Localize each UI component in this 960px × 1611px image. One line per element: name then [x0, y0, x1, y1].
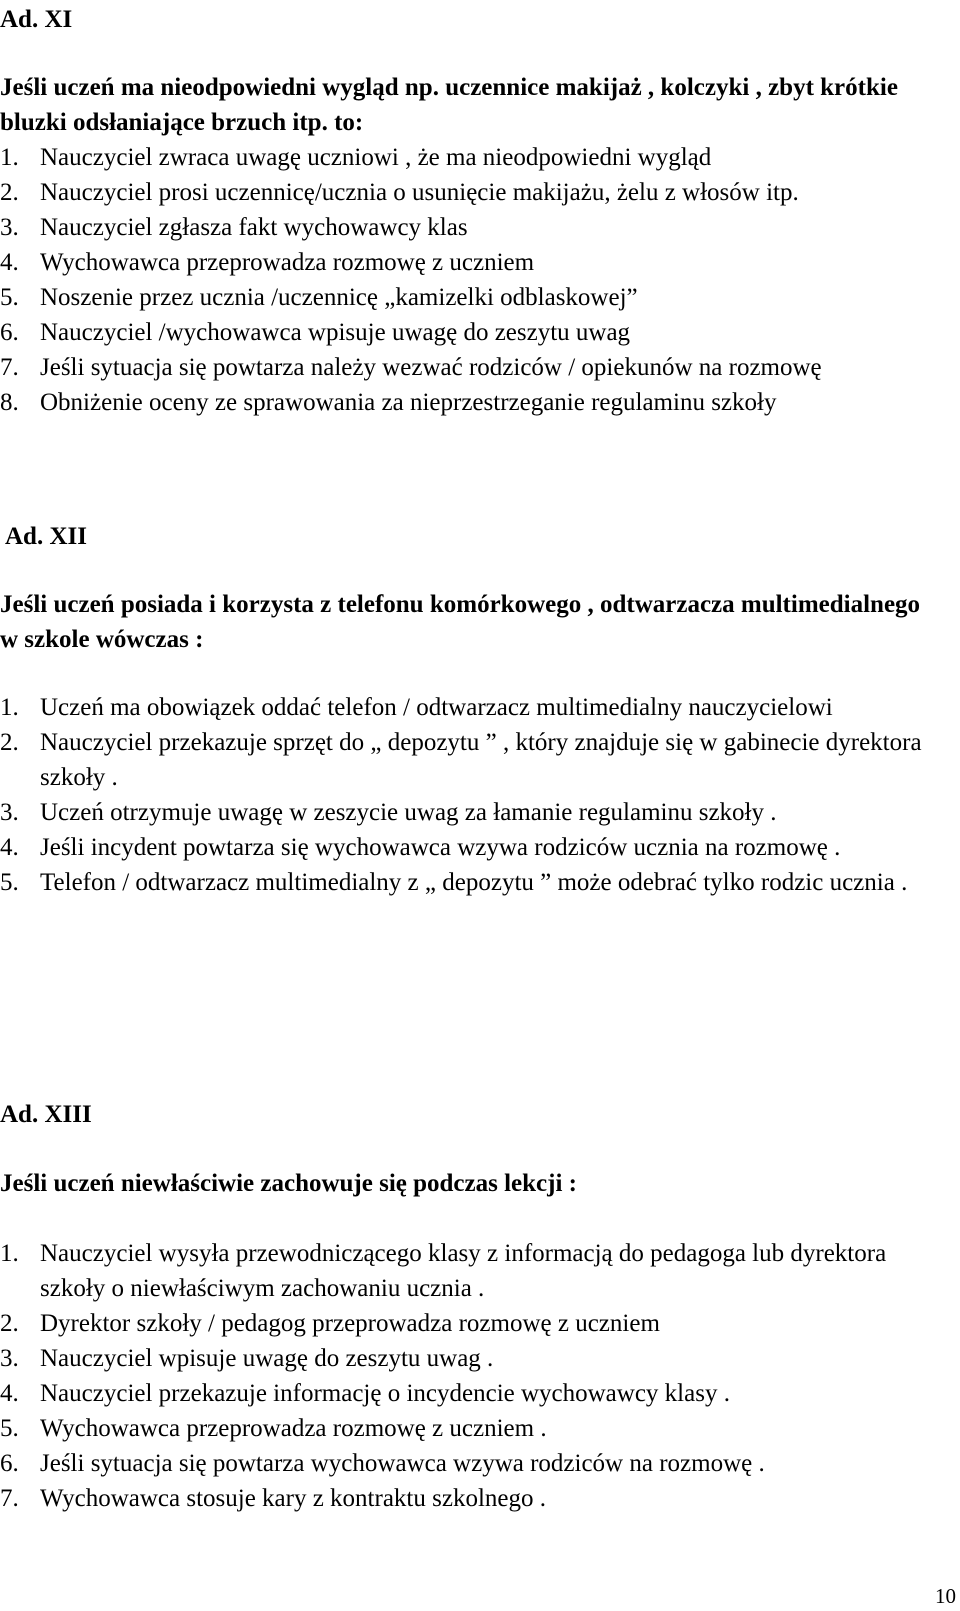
- list-item: 2. Nauczyciel prosi uczennicę/ucznia o usunięcie makijażu, żelu z włosów itp.: [0, 179, 799, 206]
- list-item: 5. Noszenie przez ucznia /uczennicę „kamizelki odblaskowej”: [0, 284, 638, 311]
- section-xiii-body: [0, 1166, 960, 1201]
- list-item: 2. Nauczyciel przekazuje sprzęt do „ depozytu ” , który znajduje się w gabinecie dyrektora szkoły .: [0, 729, 922, 791]
- list-item: 4. Jeśli incydent powtarza się wychowawca wzywa rodziców ucznia na rozmowę .: [0, 834, 841, 861]
- section-xii: [5, 519, 960, 554]
- numbered-list: [0, 1236, 960, 1516]
- list-item: 7. Jeśli sytuacja się powtarza należy wezwać rodziców / opiekunów na rozmowę: [0, 354, 822, 381]
- section-intro: Jeśli uczeń ma nieodpowiedni wygląd np. uczennice makijaż , kolczyki , zbyt krótkie bluzki odsłaniające brzuch itp. to:: [0, 74, 898, 136]
- list-item: 3. Nauczyciel zgłasza fakt wychowawcy klas: [0, 214, 468, 241]
- list-item: 3. Nauczyciel wpisuje uwagę do zeszytu uwag .: [0, 1345, 494, 1372]
- list-item: 1. Uczeń ma obowiązek oddać telefon / odtwarzacz multimedialny nauczycielowi: [0, 694, 833, 721]
- list-item: 1. Nauczyciel zwraca uwagę uczniowi , że ma nieodpowiedni wygląd: [0, 144, 712, 171]
- list-item: 1. Nauczyciel wysyła przewodniczącego klasy z informacją do pedagoga lub dyrektora szkoły o niewłaściwym zachowaniu ucznia .: [0, 1240, 887, 1302]
- list-item: 4. Nauczyciel przekazuje informację o incydencie wychowawcy klasy .: [0, 1380, 730, 1407]
- list-item: 6. Nauczyciel /wychowawca wpisuje uwagę do zeszytu uwag: [0, 319, 631, 346]
- section-xiii: [0, 1097, 960, 1132]
- list-item: 4. Wychowawca przeprowadza rozmowę z uczniem: [0, 249, 535, 276]
- list-item: 8. Obniżenie oceny ze sprawowania za nieprzestrzeganie regulaminu szkoły: [0, 389, 777, 416]
- numbered-list: [0, 140, 960, 420]
- section-intro: Jeśli uczeń niewłaściwie zachowuje się podczas lekcji :: [0, 1170, 577, 1197]
- section-xii-body: [0, 587, 960, 657]
- section-intro: Jeśli uczeń posiada i korzysta z telefonu komórkowego , odtwarzacza multimedialnego w szkole wówczas :: [0, 591, 921, 653]
- section-heading: Ad. XI: [0, 6, 73, 33]
- section-heading: Ad. XIII: [0, 1101, 92, 1128]
- section-heading: Ad. XII: [5, 523, 87, 550]
- list-item: 3. Uczeń otrzymuje uwagę w zeszycie uwag za łamanie regulaminu szkoły .: [0, 799, 777, 826]
- list-item: 5. Wychowawca przeprowadza rozmowę z uczniem .: [0, 1415, 547, 1442]
- section-xii-list: [0, 690, 960, 900]
- list-item: 6. Jeśli sytuacja się powtarza wychowawca wzywa rodziców na rozmowę .: [0, 1450, 765, 1477]
- page-number: 10: [935, 1584, 956, 1608]
- section-xi-body: [0, 70, 960, 420]
- list-item: 5. Telefon / odtwarzacz multimedialny z „ depozytu ” może odebrać tylko rodzic ucznia .: [0, 869, 908, 896]
- numbered-list: [0, 690, 960, 900]
- list-item: 2. Dyrektor szkoły / pedagog przeprowadza rozmowę z uczniem: [0, 1310, 660, 1337]
- list-item: 7. Wychowawca stosuje kary z kontraktu szkolnego .: [0, 1485, 546, 1512]
- section-xiii-list: [0, 1236, 960, 1516]
- section-xi: [0, 2, 960, 37]
